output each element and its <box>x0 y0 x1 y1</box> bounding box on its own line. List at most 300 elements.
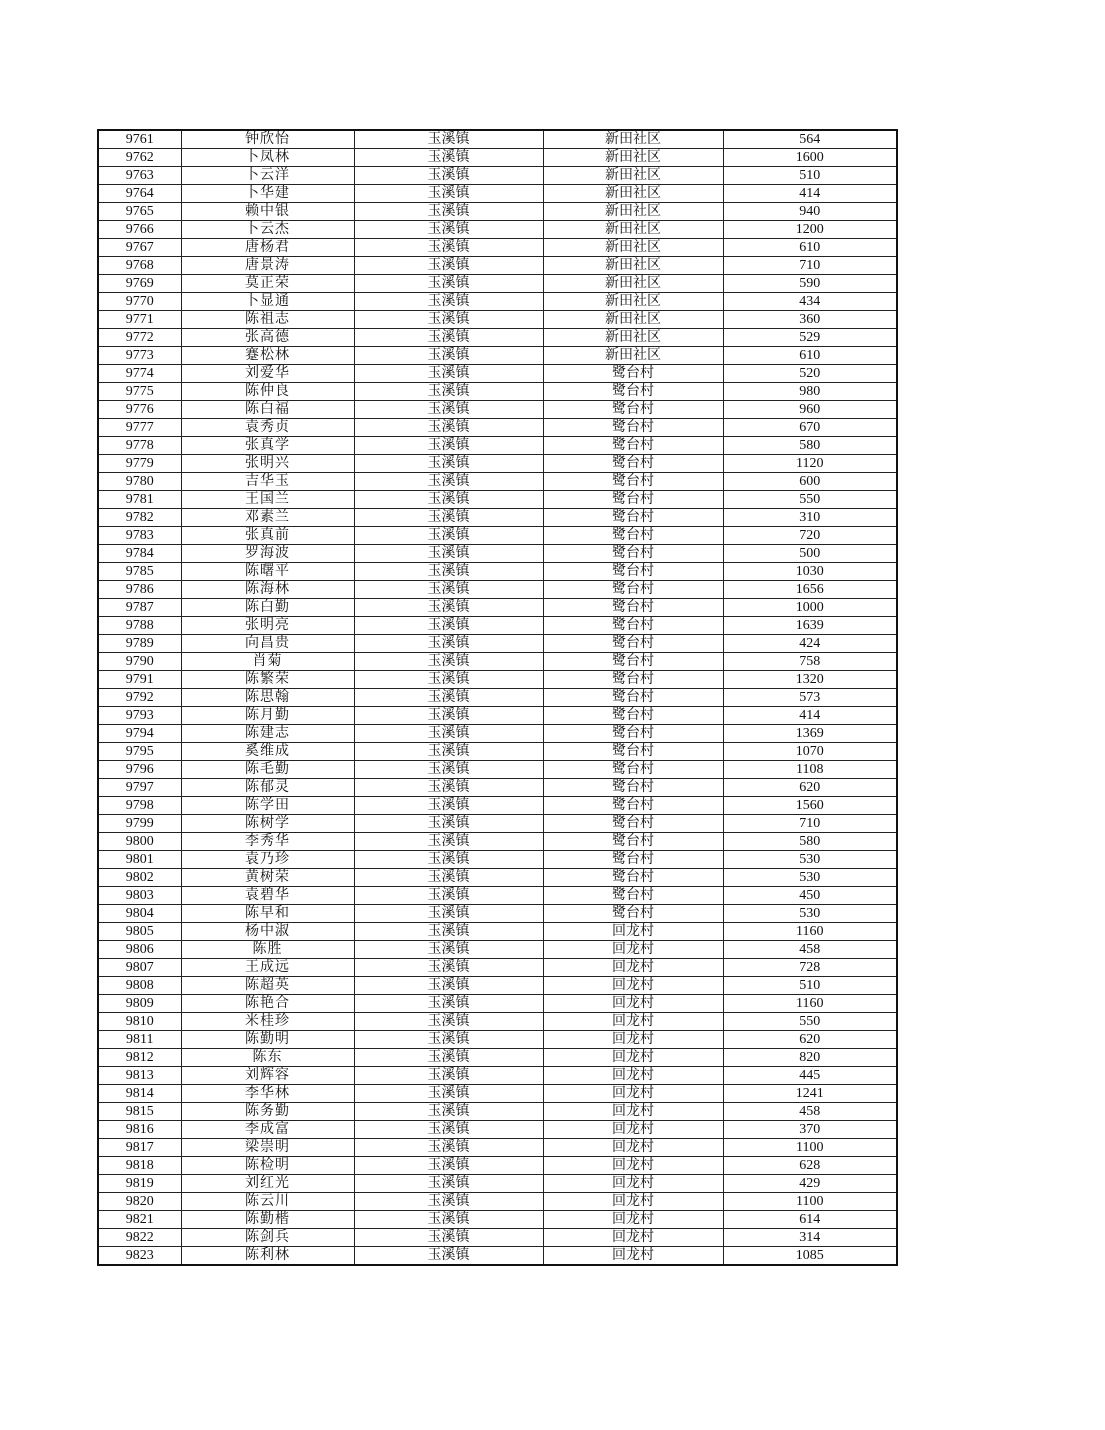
name-cell: 奚维成 <box>181 743 354 761</box>
table-row <box>98 185 897 203</box>
row-number-cell: 9777 <box>98 419 181 437</box>
village-cell: 新田社区 <box>543 347 723 365</box>
table-row <box>98 509 897 527</box>
table-row <box>98 725 897 743</box>
name-cell: 陈郁灵 <box>181 779 354 797</box>
village-cell: 回龙村 <box>543 1121 723 1139</box>
amount-cell: 628 <box>723 1157 897 1175</box>
amount-cell: 510 <box>723 977 897 995</box>
row-number-cell: 9810 <box>98 1013 181 1031</box>
village-cell: 回龙村 <box>543 1139 723 1157</box>
village-cell: 回龙村 <box>543 1031 723 1049</box>
name-cell: 梁崇明 <box>181 1139 354 1157</box>
town-cell: 玉溪镇 <box>354 365 543 383</box>
amount-cell: 500 <box>723 545 897 563</box>
amount-cell: 610 <box>723 239 897 257</box>
table-row <box>98 1139 897 1157</box>
table-row <box>98 1121 897 1139</box>
village-cell: 新田社区 <box>543 167 723 185</box>
row-number-cell: 9811 <box>98 1031 181 1049</box>
amount-cell: 1656 <box>723 581 897 599</box>
town-cell: 玉溪镇 <box>354 653 543 671</box>
village-cell: 鹭台村 <box>543 509 723 527</box>
table-row <box>98 743 897 761</box>
amount-cell: 728 <box>723 959 897 977</box>
table-row <box>98 887 897 905</box>
village-cell: 鹭台村 <box>543 671 723 689</box>
table-row <box>98 329 897 347</box>
town-cell: 玉溪镇 <box>354 1229 543 1247</box>
amount-cell: 1085 <box>723 1247 897 1266</box>
row-number-cell: 9809 <box>98 995 181 1013</box>
name-cell: 陈月勤 <box>181 707 354 725</box>
town-cell: 玉溪镇 <box>354 581 543 599</box>
village-cell: 鹭台村 <box>543 437 723 455</box>
row-number-cell: 9778 <box>98 437 181 455</box>
row-number-cell: 9798 <box>98 797 181 815</box>
village-cell: 鹭台村 <box>543 689 723 707</box>
village-cell: 回龙村 <box>543 941 723 959</box>
amount-cell: 1100 <box>723 1193 897 1211</box>
amount-cell: 1160 <box>723 923 897 941</box>
village-cell: 鹭台村 <box>543 635 723 653</box>
row-number-cell: 9766 <box>98 221 181 239</box>
town-cell: 玉溪镇 <box>354 995 543 1013</box>
row-number-cell: 9765 <box>98 203 181 221</box>
row-number-cell: 9773 <box>98 347 181 365</box>
amount-cell: 1639 <box>723 617 897 635</box>
row-number-cell: 9819 <box>98 1175 181 1193</box>
table-row <box>98 833 897 851</box>
amount-cell: 445 <box>723 1067 897 1085</box>
amount-cell: 1600 <box>723 149 897 167</box>
row-number-cell: 9815 <box>98 1103 181 1121</box>
amount-cell: 614 <box>723 1211 897 1229</box>
row-number-cell: 9813 <box>98 1067 181 1085</box>
row-number-cell: 9787 <box>98 599 181 617</box>
table-row <box>98 365 897 383</box>
table-row <box>98 707 897 725</box>
table-row <box>98 1085 897 1103</box>
village-cell: 鹭台村 <box>543 581 723 599</box>
village-cell: 鹭台村 <box>543 707 723 725</box>
town-cell: 玉溪镇 <box>354 563 543 581</box>
village-cell: 新田社区 <box>543 257 723 275</box>
name-cell: 陈勤楷 <box>181 1211 354 1229</box>
table-row <box>98 221 897 239</box>
village-cell: 新田社区 <box>543 185 723 203</box>
table-row <box>98 293 897 311</box>
table-row <box>98 1013 897 1031</box>
name-cell: 陈祖志 <box>181 311 354 329</box>
town-cell: 玉溪镇 <box>354 851 543 869</box>
row-number-cell: 9783 <box>98 527 181 545</box>
data-table <box>97 129 898 1266</box>
name-cell: 罗海波 <box>181 545 354 563</box>
town-cell: 玉溪镇 <box>354 761 543 779</box>
village-cell: 新田社区 <box>543 293 723 311</box>
name-cell: 陈云川 <box>181 1193 354 1211</box>
amount-cell: 370 <box>723 1121 897 1139</box>
row-number-cell: 9775 <box>98 383 181 401</box>
village-cell: 鹭台村 <box>543 653 723 671</box>
amount-cell: 510 <box>723 167 897 185</box>
town-cell: 玉溪镇 <box>354 869 543 887</box>
town-cell: 玉溪镇 <box>354 257 543 275</box>
amount-cell: 940 <box>723 203 897 221</box>
table-row <box>98 851 897 869</box>
village-cell: 鹭台村 <box>543 779 723 797</box>
town-cell: 玉溪镇 <box>354 347 543 365</box>
amount-cell: 1070 <box>723 743 897 761</box>
town-cell: 玉溪镇 <box>354 1157 543 1175</box>
name-cell: 陈白勤 <box>181 599 354 617</box>
town-cell: 玉溪镇 <box>354 1139 543 1157</box>
name-cell: 陈检明 <box>181 1157 354 1175</box>
table-row <box>98 527 897 545</box>
name-cell: 陈毛勤 <box>181 761 354 779</box>
amount-cell: 1160 <box>723 995 897 1013</box>
amount-cell: 429 <box>723 1175 897 1193</box>
table-row <box>98 257 897 275</box>
table-row <box>98 491 897 509</box>
amount-cell: 573 <box>723 689 897 707</box>
name-cell: 陈东 <box>181 1049 354 1067</box>
name-cell: 肖菊 <box>181 653 354 671</box>
row-number-cell: 9779 <box>98 455 181 473</box>
name-cell: 黄树荣 <box>181 869 354 887</box>
amount-cell: 1120 <box>723 455 897 473</box>
town-cell: 玉溪镇 <box>354 1031 543 1049</box>
row-number-cell: 9782 <box>98 509 181 527</box>
name-cell: 陈繁荣 <box>181 671 354 689</box>
village-cell: 回龙村 <box>543 1157 723 1175</box>
table-row <box>98 130 897 149</box>
row-number-cell: 9806 <box>98 941 181 959</box>
town-cell: 玉溪镇 <box>354 311 543 329</box>
town-cell: 玉溪镇 <box>354 1067 543 1085</box>
table-row <box>98 671 897 689</box>
town-cell: 玉溪镇 <box>354 383 543 401</box>
row-number-cell: 9764 <box>98 185 181 203</box>
village-cell: 鹭台村 <box>543 869 723 887</box>
town-cell: 玉溪镇 <box>354 455 543 473</box>
name-cell: 刘辉容 <box>181 1067 354 1085</box>
amount-cell: 1108 <box>723 761 897 779</box>
village-cell: 鹭台村 <box>543 761 723 779</box>
name-cell: 张高德 <box>181 329 354 347</box>
amount-cell: 529 <box>723 329 897 347</box>
name-cell: 赖中银 <box>181 203 354 221</box>
amount-cell: 1369 <box>723 725 897 743</box>
table-body <box>98 130 897 1265</box>
row-number-cell: 9769 <box>98 275 181 293</box>
name-cell: 唐景涛 <box>181 257 354 275</box>
name-cell: 袁秀贞 <box>181 419 354 437</box>
town-cell: 玉溪镇 <box>354 959 543 977</box>
village-cell: 回龙村 <box>543 1085 723 1103</box>
row-number-cell: 9768 <box>98 257 181 275</box>
town-cell: 玉溪镇 <box>354 329 543 347</box>
name-cell: 李华林 <box>181 1085 354 1103</box>
town-cell: 玉溪镇 <box>354 923 543 941</box>
town-cell: 玉溪镇 <box>354 419 543 437</box>
row-number-cell: 9804 <box>98 905 181 923</box>
town-cell: 玉溪镇 <box>354 797 543 815</box>
village-cell: 鹭台村 <box>543 383 723 401</box>
table-row <box>98 545 897 563</box>
row-number-cell: 9762 <box>98 149 181 167</box>
town-cell: 玉溪镇 <box>354 941 543 959</box>
village-cell: 鹭台村 <box>543 905 723 923</box>
row-number-cell: 9814 <box>98 1085 181 1103</box>
row-number-cell: 9790 <box>98 653 181 671</box>
table-row <box>98 473 897 491</box>
town-cell: 玉溪镇 <box>354 1247 543 1266</box>
town-cell: 玉溪镇 <box>354 1085 543 1103</box>
village-cell: 新田社区 <box>543 311 723 329</box>
name-cell: 钟欣怡 <box>181 130 354 149</box>
name-cell: 王国兰 <box>181 491 354 509</box>
table-row <box>98 419 897 437</box>
town-cell: 玉溪镇 <box>354 671 543 689</box>
amount-cell: 424 <box>723 635 897 653</box>
table-row <box>98 167 897 185</box>
village-cell: 新田社区 <box>543 130 723 149</box>
town-cell: 玉溪镇 <box>354 491 543 509</box>
name-cell: 陈务勤 <box>181 1103 354 1121</box>
row-number-cell: 9776 <box>98 401 181 419</box>
table-row <box>98 689 897 707</box>
town-cell: 玉溪镇 <box>354 275 543 293</box>
village-cell: 鹭台村 <box>543 743 723 761</box>
town-cell: 玉溪镇 <box>354 185 543 203</box>
name-cell: 李成富 <box>181 1121 354 1139</box>
village-cell: 鹭台村 <box>543 491 723 509</box>
table-row <box>98 203 897 221</box>
table-row <box>98 599 897 617</box>
town-cell: 玉溪镇 <box>354 527 543 545</box>
town-cell: 玉溪镇 <box>354 743 543 761</box>
amount-cell: 314 <box>723 1229 897 1247</box>
name-cell: 袁碧华 <box>181 887 354 905</box>
table-row <box>98 923 897 941</box>
village-cell: 回龙村 <box>543 1067 723 1085</box>
name-cell: 蹇松林 <box>181 347 354 365</box>
village-cell: 新田社区 <box>543 275 723 293</box>
name-cell: 刘红光 <box>181 1175 354 1193</box>
row-number-cell: 9821 <box>98 1211 181 1229</box>
amount-cell: 310 <box>723 509 897 527</box>
village-cell: 回龙村 <box>543 1193 723 1211</box>
village-cell: 鹭台村 <box>543 473 723 491</box>
row-number-cell: 9784 <box>98 545 181 563</box>
town-cell: 玉溪镇 <box>354 293 543 311</box>
amount-cell: 414 <box>723 185 897 203</box>
name-cell: 米桂珍 <box>181 1013 354 1031</box>
village-cell: 回龙村 <box>543 1013 723 1031</box>
amount-cell: 758 <box>723 653 897 671</box>
amount-cell: 1030 <box>723 563 897 581</box>
village-cell: 鹭台村 <box>543 401 723 419</box>
table-row <box>98 797 897 815</box>
name-cell: 陈超英 <box>181 977 354 995</box>
name-cell: 陈学田 <box>181 797 354 815</box>
name-cell: 陈仲良 <box>181 383 354 401</box>
row-number-cell: 9781 <box>98 491 181 509</box>
row-number-cell: 9802 <box>98 869 181 887</box>
town-cell: 玉溪镇 <box>354 1211 543 1229</box>
row-number-cell: 9780 <box>98 473 181 491</box>
village-cell: 回龙村 <box>543 977 723 995</box>
village-cell: 鹭台村 <box>543 617 723 635</box>
village-cell: 鹭台村 <box>543 365 723 383</box>
town-cell: 玉溪镇 <box>354 149 543 167</box>
amount-cell: 1200 <box>723 221 897 239</box>
table-row <box>98 869 897 887</box>
village-cell: 回龙村 <box>543 959 723 977</box>
amount-cell: 530 <box>723 869 897 887</box>
name-cell: 陈早和 <box>181 905 354 923</box>
village-cell: 鹭台村 <box>543 527 723 545</box>
table-row <box>98 455 897 473</box>
amount-cell: 1000 <box>723 599 897 617</box>
table-row <box>98 401 897 419</box>
village-cell: 鹭台村 <box>543 851 723 869</box>
town-cell: 玉溪镇 <box>354 473 543 491</box>
name-cell: 陈思翰 <box>181 689 354 707</box>
table-row <box>98 617 897 635</box>
name-cell: 吉华玉 <box>181 473 354 491</box>
village-cell: 回龙村 <box>543 1211 723 1229</box>
table-row <box>98 347 897 365</box>
village-cell: 鹭台村 <box>543 815 723 833</box>
row-number-cell: 9800 <box>98 833 181 851</box>
name-cell: 王成远 <box>181 959 354 977</box>
table-row <box>98 383 897 401</box>
town-cell: 玉溪镇 <box>354 779 543 797</box>
amount-cell: 564 <box>723 130 897 149</box>
village-cell: 新田社区 <box>543 221 723 239</box>
table-row <box>98 995 897 1013</box>
village-cell: 鹭台村 <box>543 599 723 617</box>
town-cell: 玉溪镇 <box>354 1121 543 1139</box>
village-cell: 新田社区 <box>543 239 723 257</box>
village-cell: 鹭台村 <box>543 887 723 905</box>
row-number-cell: 9812 <box>98 1049 181 1067</box>
amount-cell: 620 <box>723 1031 897 1049</box>
town-cell: 玉溪镇 <box>354 725 543 743</box>
row-number-cell: 9767 <box>98 239 181 257</box>
name-cell: 陈勤明 <box>181 1031 354 1049</box>
amount-cell: 450 <box>723 887 897 905</box>
town-cell: 玉溪镇 <box>354 689 543 707</box>
table-row <box>98 239 897 257</box>
amount-cell: 1560 <box>723 797 897 815</box>
amount-cell: 1241 <box>723 1085 897 1103</box>
name-cell: 卜云洋 <box>181 167 354 185</box>
town-cell: 玉溪镇 <box>354 1175 543 1193</box>
name-cell: 陈树学 <box>181 815 354 833</box>
village-cell: 新田社区 <box>543 203 723 221</box>
village-cell: 鹭台村 <box>543 545 723 563</box>
table-row <box>98 1193 897 1211</box>
row-number-cell: 9793 <box>98 707 181 725</box>
town-cell: 玉溪镇 <box>354 203 543 221</box>
town-cell: 玉溪镇 <box>354 599 543 617</box>
row-number-cell: 9791 <box>98 671 181 689</box>
table-row <box>98 1211 897 1229</box>
table-row <box>98 635 897 653</box>
row-number-cell: 9820 <box>98 1193 181 1211</box>
village-cell: 回龙村 <box>543 1175 723 1193</box>
name-cell: 陈海林 <box>181 581 354 599</box>
village-cell: 鹭台村 <box>543 455 723 473</box>
table-row <box>98 815 897 833</box>
name-cell: 陈建志 <box>181 725 354 743</box>
table-row <box>98 653 897 671</box>
name-cell: 卜凤林 <box>181 149 354 167</box>
row-number-cell: 9761 <box>98 130 181 149</box>
name-cell: 陈胜 <box>181 941 354 959</box>
row-number-cell: 9801 <box>98 851 181 869</box>
name-cell: 刘爱华 <box>181 365 354 383</box>
table-row <box>98 1049 897 1067</box>
amount-cell: 710 <box>723 257 897 275</box>
village-cell: 回龙村 <box>543 1103 723 1121</box>
row-number-cell: 9774 <box>98 365 181 383</box>
name-cell: 唐杨君 <box>181 239 354 257</box>
town-cell: 玉溪镇 <box>354 635 543 653</box>
name-cell: 邓素兰 <box>181 509 354 527</box>
town-cell: 玉溪镇 <box>354 239 543 257</box>
name-cell: 陈白福 <box>181 401 354 419</box>
row-number-cell: 9796 <box>98 761 181 779</box>
village-cell: 鹭台村 <box>543 833 723 851</box>
town-cell: 玉溪镇 <box>354 401 543 419</box>
town-cell: 玉溪镇 <box>354 130 543 149</box>
amount-cell: 580 <box>723 833 897 851</box>
village-cell: 鹭台村 <box>543 563 723 581</box>
row-number-cell: 9799 <box>98 815 181 833</box>
amount-cell: 670 <box>723 419 897 437</box>
name-cell: 张明亮 <box>181 617 354 635</box>
table-row <box>98 977 897 995</box>
amount-cell: 458 <box>723 941 897 959</box>
amount-cell: 820 <box>723 1049 897 1067</box>
row-number-cell: 9792 <box>98 689 181 707</box>
village-cell: 鹭台村 <box>543 419 723 437</box>
table-row <box>98 959 897 977</box>
amount-cell: 1100 <box>723 1139 897 1157</box>
village-cell: 回龙村 <box>543 995 723 1013</box>
amount-cell: 434 <box>723 293 897 311</box>
row-number-cell: 9805 <box>98 923 181 941</box>
name-cell: 张明兴 <box>181 455 354 473</box>
town-cell: 玉溪镇 <box>354 833 543 851</box>
amount-cell: 530 <box>723 851 897 869</box>
table-row <box>98 563 897 581</box>
row-number-cell: 9817 <box>98 1139 181 1157</box>
town-cell: 玉溪镇 <box>354 437 543 455</box>
table-row <box>98 275 897 293</box>
row-number-cell: 9797 <box>98 779 181 797</box>
table-row <box>98 1229 897 1247</box>
amount-cell: 610 <box>723 347 897 365</box>
name-cell: 陈剑兵 <box>181 1229 354 1247</box>
amount-cell: 550 <box>723 1013 897 1031</box>
town-cell: 玉溪镇 <box>354 509 543 527</box>
